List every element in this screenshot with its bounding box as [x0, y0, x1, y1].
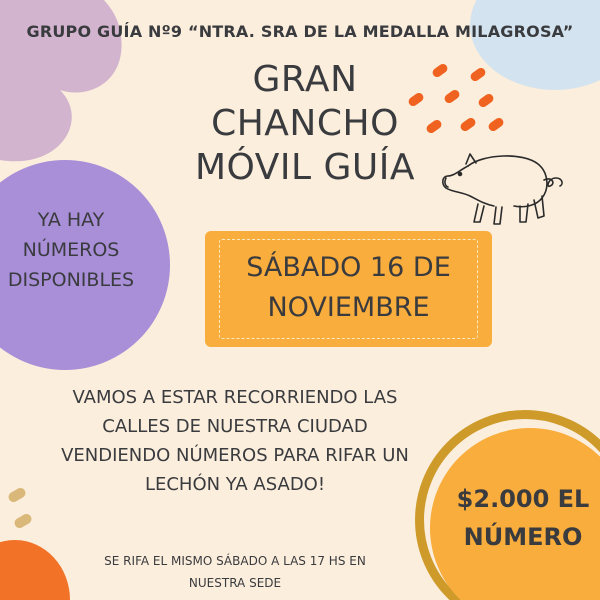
description-line-2: CALLES DE NUESTRA CIUDAD	[102, 416, 368, 437]
availability-text	[0, 205, 142, 295]
availability-line-2: NÚMEROS	[22, 239, 120, 261]
date-line-2: NOVIEMBRE	[267, 292, 430, 323]
title-line-2: CHANCHO	[211, 103, 399, 144]
availability-line-1: YA HAY	[37, 209, 105, 231]
availability-line-3: DISPONIBLES	[7, 269, 135, 291]
raffle-info	[40, 550, 430, 594]
raffle-line-1: SE RIFA EL MISMO SÁBADO A LAS 17 HS EN	[104, 554, 366, 568]
date-line-1: SÁBADO 16 DE	[246, 252, 451, 283]
price-label	[448, 480, 598, 556]
price-line-2: NÚMERO	[463, 523, 583, 551]
description-text	[15, 383, 455, 499]
description-line-4: LECHÓN YA ASADO!	[144, 474, 326, 495]
raffle-line-2: NUESTRA SEDE	[188, 576, 282, 590]
event-title	[150, 58, 460, 190]
blue-blob-shape	[470, 0, 600, 90]
description-line-3: VENDIENDO NÚMEROS PARA RIFAR UN	[61, 445, 409, 466]
group-header: GRUPO GUÍA Nº9 “NTRA. SRA DE LA MEDALLA MILAGROSA”	[26, 22, 574, 41]
title-line-1: GRAN	[252, 59, 358, 100]
description-line-1: VAMOS A ESTAR RECORRIENDO LAS	[72, 387, 398, 408]
title-line-3: MÓVIL GUÍA	[195, 147, 415, 188]
event-date	[205, 248, 492, 328]
pig-icon	[438, 146, 568, 228]
price-line-1: $2.000 EL	[456, 485, 590, 513]
